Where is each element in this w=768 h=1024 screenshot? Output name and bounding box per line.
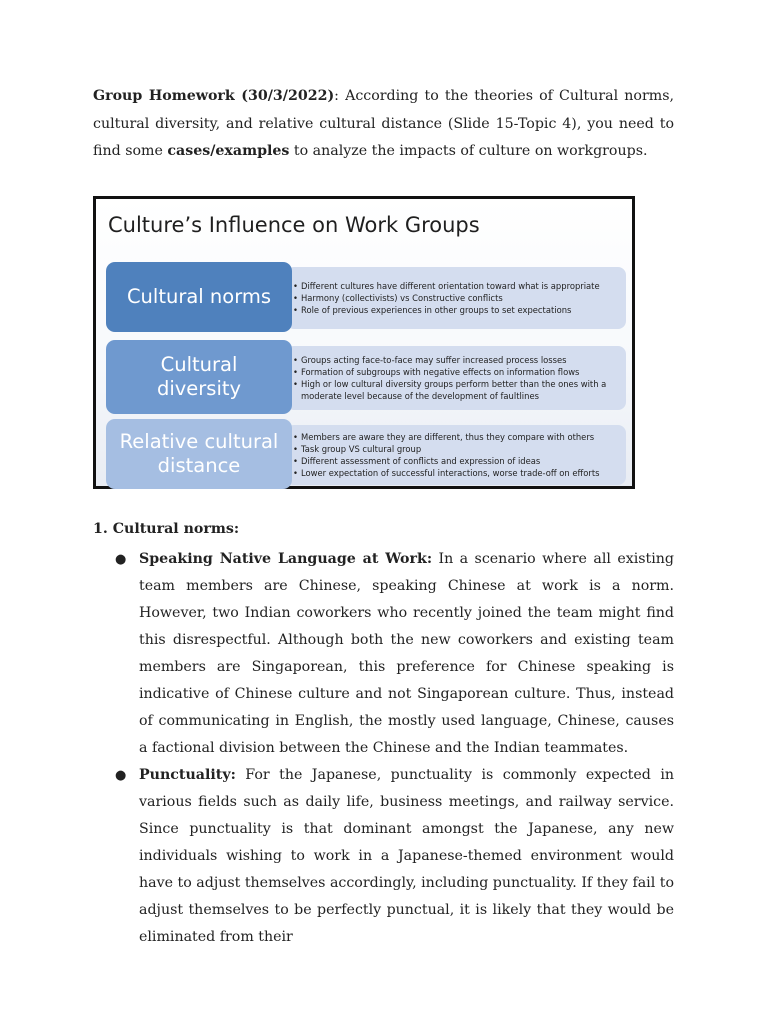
row-bullet: • Lower expectation of successful interactions, worse trade-off on efforts [301, 467, 600, 479]
item-body: In a scenario where all existing team members are Chinese, speaking Chinese at work is a norm. However, two Indian coworkers who recently joined the team might find this disrespectful. Although both the new coworkers and existing team members are Singaporean, this preference for Chinese speaking is indicative of Chinese culture and not Singaporean culture. Thus, instead of communicating in English, the mostly used language, Chinese, causes a factional division between the Chinese and the Indian teammates. [139, 551, 675, 756]
row-bullet: • Harmony (collectivists) vs Constructive conflicts [301, 292, 600, 304]
intro-bold-mid: cases/examples [167, 143, 290, 159]
row-bullet: • Groups acting face-to-face may suffer increased process losses [301, 354, 620, 366]
intro-bold-lead: Group Homework (30/3/2022) [93, 88, 335, 104]
row-bullet: • Different assessment of conflicts and expression of ideas [301, 455, 600, 467]
row-bullet: • Role of previous experiences in other groups to set expectations [301, 304, 600, 316]
row-label-text: Relative cultural distance [119, 430, 279, 477]
row-label-text: Cultural diversity [156, 353, 242, 400]
item-heading: Speaking Native Language at Work: [139, 551, 433, 567]
intro-paragraph [93, 83, 674, 166]
row-bullet: • Members are aware they are different, thus they compare with others [301, 431, 600, 443]
row-panel-relative-cultural-distance [286, 425, 626, 485]
row-bullet: • Task group VS cultural group [301, 443, 600, 455]
row-label-cultural-diversity [106, 340, 292, 414]
bullet-dot: ● [115, 552, 127, 567]
intro-text-2: to analyze the impacts of culture on workgroups. [289, 143, 648, 159]
row-label-cultural-norms: Cultural norms [106, 262, 292, 332]
section-title: 1. Cultural norms: [93, 521, 240, 537]
row-bullets-cultural-diversity [286, 354, 626, 402]
row-bullets-cultural-norms [286, 280, 606, 316]
item-heading: Punctuality: [139, 767, 236, 783]
row-bullet: • Different cultures have different orientation toward what is appropriate [301, 280, 600, 292]
slide-title: Culture’s Influence on Work Groups [108, 213, 480, 237]
row-bullet: • Formation of subgroups with negative effects on information flows [301, 366, 620, 378]
row-panel-cultural-diversity [286, 346, 626, 410]
bullet-dot: ● [115, 768, 127, 783]
list-item [115, 762, 674, 951]
bullet-list [115, 546, 675, 951]
slide-figure [93, 196, 635, 489]
row-panel-cultural-norms [286, 267, 626, 329]
row-label-relative-cultural-distance [106, 419, 292, 489]
item-body: For the Japanese, punctuality is commonly expected in various fields such as daily life, business meetings, and railway service. Since punctuality is that dominant amongst the Japanese, any new individuals wishing to work in a Japanese-themed environment would have to adjust themselves accordingly, including punctuality. If they fail to adjust themselves to be perfectly punctual, it is likely that they would be eliminated from their [139, 767, 674, 945]
intro-text-1: : According to the theories of Cultural norms, cultural diversity, and relative cultural distance (Slide 15-Topic 4), you need to find some [93, 88, 674, 159]
row-bullet: • High or low cultural diversity groups perform better than the ones with a moderate level because of the development of faultlines [301, 378, 620, 402]
list-item [115, 546, 675, 762]
row-bullets-relative-cultural-distance [286, 431, 606, 479]
